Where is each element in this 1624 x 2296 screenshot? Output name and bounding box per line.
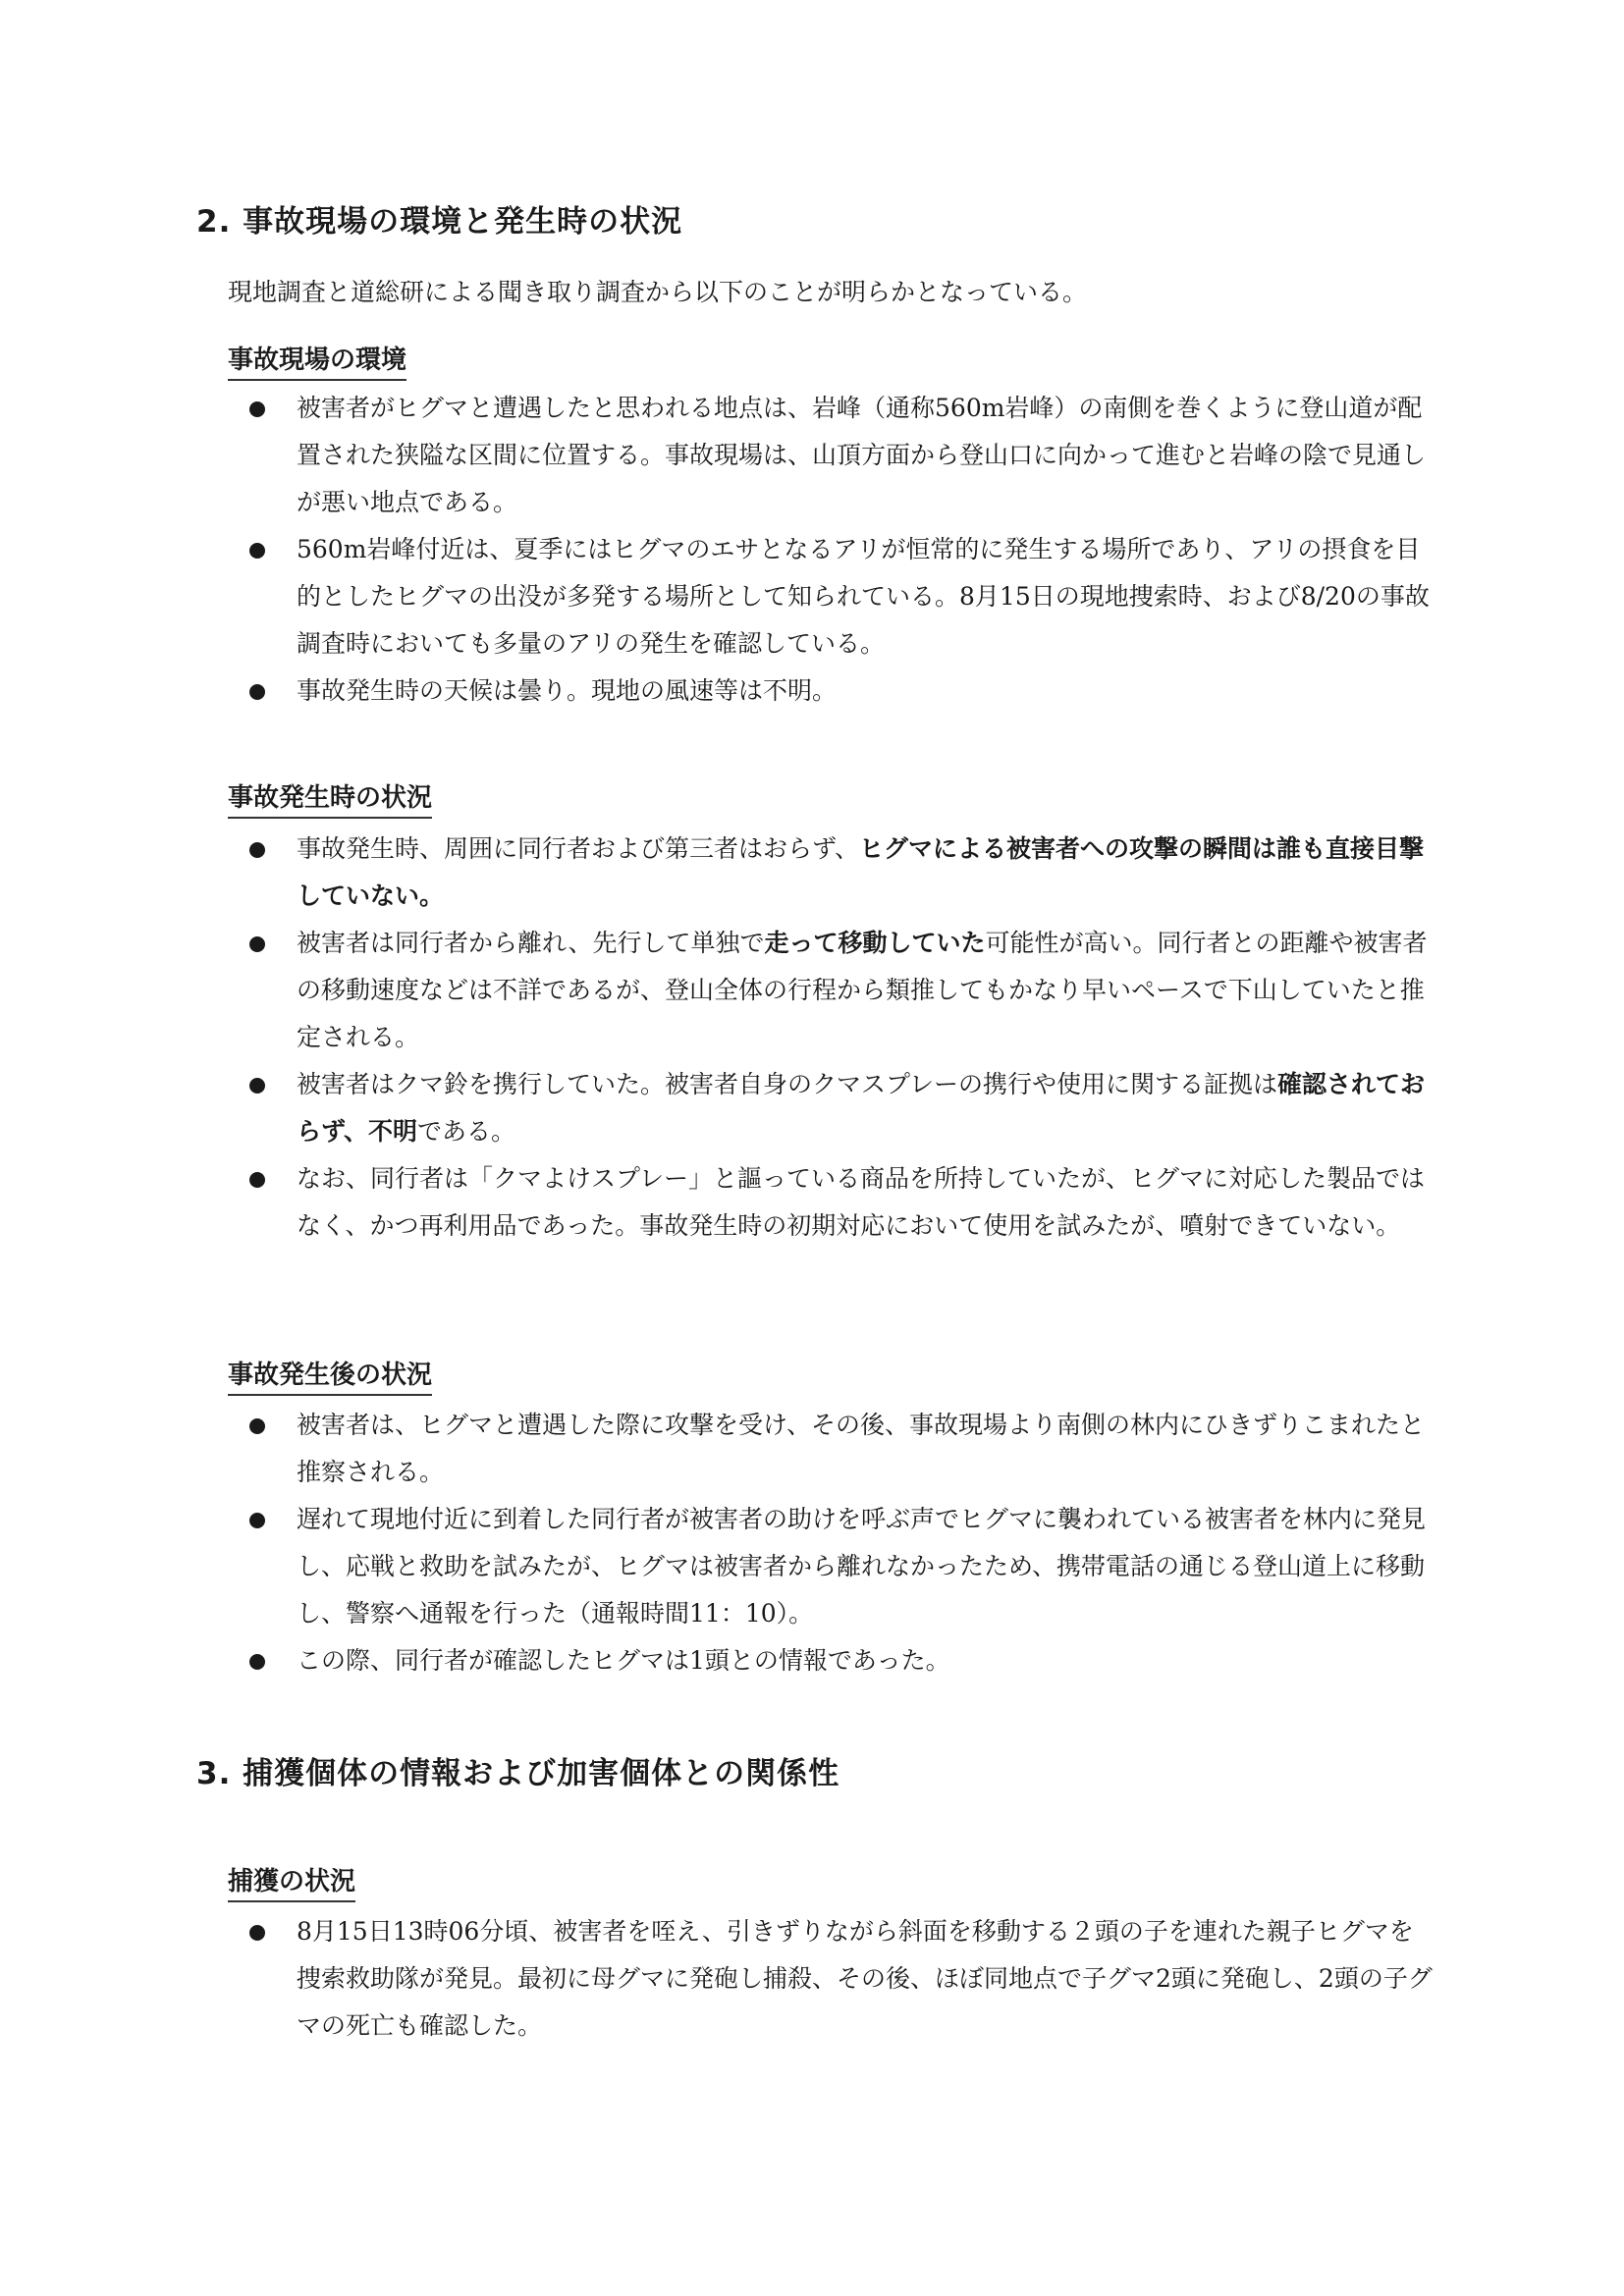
during-list xyxy=(245,826,1434,1250)
bullet-icon xyxy=(249,936,265,952)
bullet-icon xyxy=(249,1925,265,1941)
bullet-icon xyxy=(249,1172,265,1188)
list-item: 560m岩峰付近は、夏季にはヒグマのエサとなるアリが恒常的に発生する場所であり、アリの摂食を目的としたヒグマの出没が多発する場所として知られている。8月15日の現地捜索時、および8/20の事故調査時においても多量のアリの発生を確認している。 xyxy=(245,526,1434,667)
list-item: 遅れて現地付近に到着した同行者が被害者の助けを呼ぶ声でヒグマに襲われている被害者を林内に発見し、応戦と救助を試みたが、ヒグマは被害者から離れなかったため、携帯電話の通じる登山道上に移動し、警察へ通報を行った（通報時間11：10）。 xyxy=(245,1496,1434,1637)
env-list xyxy=(245,385,1434,715)
bullet-icon xyxy=(249,1418,265,1434)
during-heading: 事故発生時の状況 xyxy=(228,779,432,819)
list-item: 被害者は同行者から離れ、先行して単独で走って移動していた可能性が高い。同行者との距離や被害者の移動速度などは不詳であるが、登山全体の行程から類推してもかなり早いペースで下山していたと推定される。 xyxy=(245,920,1434,1061)
bullet-icon xyxy=(249,842,265,858)
bullet-icon xyxy=(249,1078,265,1094)
bullet-icon xyxy=(249,684,265,700)
list-item: 被害者はクマ鈴を携行していた。被害者自身のクマスプレーの携行や使用に関する証拠は確認されておらず、不明である。 xyxy=(245,1061,1434,1155)
list-item: 被害者は、ヒグマと遭遇した際に攻撃を受け、その後、事故現場より南側の林内にひきずりこまれたと推察される。 xyxy=(245,1402,1434,1496)
after-heading: 事故発生後の状況 xyxy=(228,1357,432,1396)
list-item: 被害者がヒグマと遭遇したと思われる地点は、岩峰（通称560m岩峰）の南側を巻くように登山道が配置された狭隘な区間に位置する。事故現場は、山頂方面から登山口に向かって進むと岩峰の陰で見通しが悪い地点である。 xyxy=(245,385,1434,526)
capture-list xyxy=(245,1908,1434,2050)
bullet-icon xyxy=(249,1654,265,1670)
env-heading: 事故現場の環境 xyxy=(228,342,406,381)
capture-heading: 捕獲の状況 xyxy=(228,1863,355,1902)
list-item: 事故発生時の天候は曇り。現地の風速等は不明。 xyxy=(245,667,1434,715)
section-3-title: 3. 捕獲個体の情報および加害個体との関係性 xyxy=(196,1756,840,1791)
list-item: この際、同行者が確認したヒグマは1頭との情報であった。 xyxy=(245,1637,1434,1684)
list-item: なお、同行者は「クマよけスプレー」と謳っている商品を所持していたが、ヒグマに対応した製品ではなく、かつ再利用品であった。事故発生時の初期対応において使用を試みたが、噴射できていない。 xyxy=(245,1155,1434,1250)
list-item: 事故発生時、周囲に同行者および第三者はおらず、ヒグマによる被害者への攻撃の瞬間は誰も直接目撃していない。 xyxy=(245,826,1434,920)
emphasis-text: ヒグマによる被害者への攻撃の瞬間は誰も直接目撃していない xyxy=(297,834,1425,910)
emphasis-text: 確認されておらず、不明 xyxy=(297,1070,1426,1146)
section-2-intro: 現地調査と道総研による聞き取り調査から以下のことが明らかとなっている。 xyxy=(228,278,1088,306)
emphasis-text: 走って移動していた xyxy=(764,929,986,957)
after-list xyxy=(245,1402,1434,1684)
list-item: 8月15日13時06分頃、被害者を咥え、引きずりながら斜面を移動する２頭の子を連れた親子ヒグマを捜索救助隊が発見。最初に母グマに発砲し捕殺、その後、ほぼ同地点で子グマ2頭に発砲し、2頭の子グマの死亡も確認した。 xyxy=(245,1908,1434,2050)
bullet-icon xyxy=(249,1513,265,1528)
bullet-icon xyxy=(249,543,265,559)
bullet-icon xyxy=(249,401,265,417)
section-2-title: 2. 事故現場の環境と発生時の状況 xyxy=(196,204,683,240)
